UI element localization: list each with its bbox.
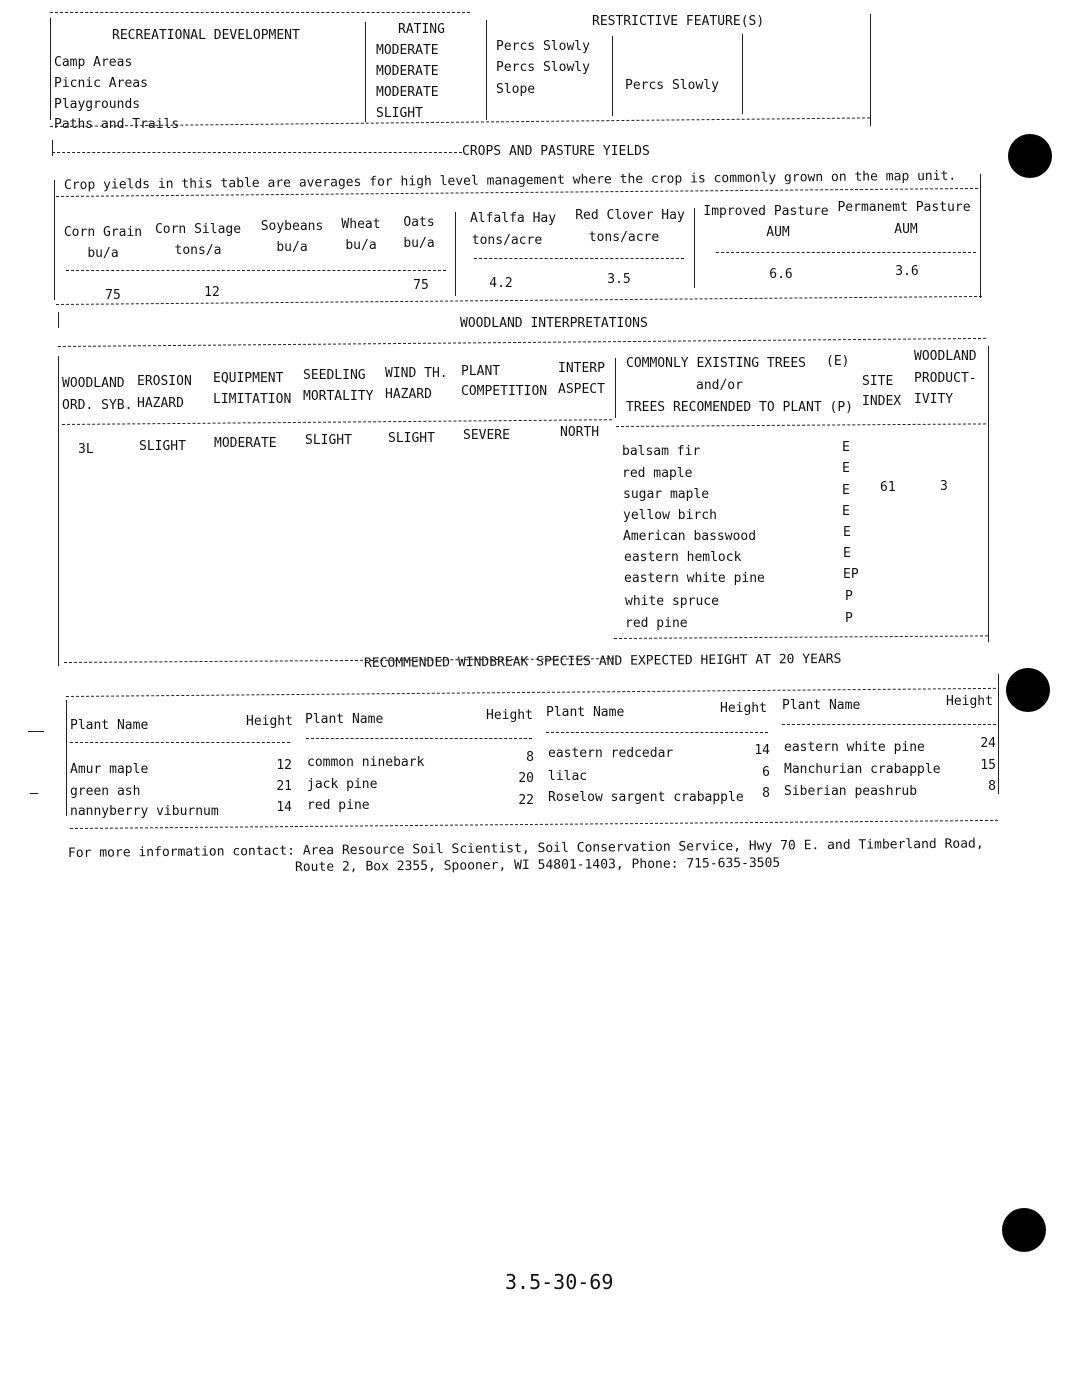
wood-header: COMMONLY EXISTING TREES — [626, 356, 807, 371]
divider — [50, 18, 51, 120]
crop-value: 3.6 — [895, 264, 919, 279]
crop-name: Corn Silage — [154, 222, 242, 237]
rating-value: MODERATE — [376, 64, 439, 79]
windbreak-plant: eastern redcedar — [548, 746, 674, 761]
windbreak-title: RECOMMENDED WINDBREAK SPECIES AND EXPECTED HEIGHT AT 20 YEARS — [363, 651, 842, 671]
windbreak-header: Height — [946, 694, 993, 709]
divider — [58, 356, 59, 666]
wood-header: WIND TH. — [385, 366, 448, 381]
windbreak-height: 20 — [518, 771, 534, 786]
crop-name: Improved Pasture — [703, 204, 829, 219]
divider — [612, 36, 613, 116]
divider — [474, 258, 684, 259]
rating-value: MODERATE — [376, 43, 439, 58]
crops-title: CROPS AND PASTURE YIELDS — [462, 144, 650, 159]
windbreak-plant: Manchurian crabapple — [784, 762, 941, 777]
tree-name: balsam fir — [622, 444, 701, 459]
crop-name: Oats — [403, 215, 435, 230]
divider — [455, 212, 456, 296]
windbreak-height: 24 — [980, 736, 996, 751]
wood-header: and/or — [696, 378, 743, 393]
recreational-title: RECREATIONAL DEVELOPMENT — [112, 28, 300, 43]
contact-line-1: For more information contact: Area Resource Soil Scientist, Soil Conservation Service, Hwy 70 E. and Timberland Road, — [67, 836, 984, 861]
windbreak-height: 6 — [762, 765, 770, 780]
windbreak-plant: Roselow sargent crabapple — [548, 790, 744, 805]
crops-note: Crop yields in this table are averages for high level management where the crop is commonly grown on the map unit. — [63, 168, 957, 193]
crop-unit: tons/acre — [471, 233, 543, 248]
divider — [616, 423, 986, 427]
windbreak-header: Plant Name — [546, 705, 625, 720]
windbreak-plant: green ash — [70, 784, 141, 799]
windbreak-height: 22 — [518, 793, 534, 808]
binder-hole — [1008, 134, 1052, 178]
binder-hole — [1006, 668, 1050, 712]
crop-name: Alfalfa Hay — [469, 211, 557, 226]
divider — [52, 152, 462, 153]
crop-value: 4.2 — [489, 276, 513, 291]
divider — [66, 700, 67, 816]
tree-code: E — [842, 504, 850, 519]
wood-header: LIMITATION — [213, 392, 292, 407]
binder-hole — [1002, 1208, 1046, 1252]
windbreak-header: Height — [486, 708, 533, 723]
tree-code: E — [842, 483, 850, 498]
wood-header: TREES RECOMENDED TO PLANT (P) — [626, 400, 853, 415]
tree-code: EP — [843, 567, 859, 582]
crop-name: Wheat — [341, 217, 381, 232]
site-index-value: 61 — [880, 480, 896, 495]
wood-header: ASPECT — [558, 382, 605, 397]
crop-value: 3.5 — [607, 272, 631, 287]
divider — [486, 20, 487, 120]
crop-unit: bu/a — [276, 240, 308, 255]
divider — [58, 312, 59, 328]
tree-name: white spruce — [625, 594, 719, 609]
windbreak-plant: red pine — [307, 798, 370, 813]
crop-unit: tons/a — [174, 243, 222, 258]
divider — [54, 180, 55, 300]
crop-name: Red Clover Hay — [575, 208, 685, 223]
crop-unit: bu/a — [345, 238, 377, 253]
crop-name: Corn Grain — [63, 225, 143, 240]
tree-name: red maple — [622, 466, 693, 481]
wood-header: WOODLAND — [62, 376, 125, 391]
wood-header: PRODUCT- — [914, 371, 977, 386]
crop-value: 12 — [204, 285, 220, 300]
crop-unit: bu/a — [403, 236, 435, 251]
wood-header: EROSION — [137, 374, 192, 389]
windbreak-header: Height — [720, 701, 767, 716]
crop-value: 75 — [413, 278, 429, 293]
woodland-title: WOODLAND INTERPRETATIONS — [460, 316, 648, 331]
wood-header: ORD. SYB. — [62, 398, 133, 413]
divider — [58, 338, 986, 347]
wood-header: WOODLAND — [914, 349, 977, 364]
windbreak-height: 8 — [762, 786, 770, 801]
windbreak-plant: Siberian peashrub — [784, 784, 918, 799]
wood-value: 3L — [78, 442, 94, 457]
feature-value: Percs Slowly — [496, 39, 590, 54]
windbreak-plant: jack pine — [307, 777, 378, 792]
tree-code: P — [845, 589, 853, 604]
divider — [66, 688, 996, 697]
divider — [742, 34, 743, 114]
tree-name: yellow birch — [623, 508, 717, 523]
restrictive-header: RESTRICTIVE FEATURE(S) — [592, 14, 765, 29]
crop-unit: AUM — [894, 222, 918, 237]
tree-name: sugar maple — [623, 487, 710, 502]
windbreak-header: Plant Name — [782, 698, 861, 713]
wood-value: SEVERE — [463, 428, 510, 443]
feature-value: Percs Slowly — [496, 60, 590, 75]
tree-name: American basswood — [623, 529, 757, 544]
crop-unit: tons/acre — [588, 230, 660, 245]
wood-header: HAZARD — [385, 387, 432, 402]
use-label: Picnic Areas — [54, 76, 148, 91]
contact-line-2: Route 2, Box 2355, Spooner, WI 54801-1403, Phone: 715-635-3505 — [294, 855, 781, 875]
crop-value: 6.6 — [769, 267, 793, 282]
divider — [980, 174, 981, 298]
crop-unit: bu/a — [87, 246, 119, 261]
rating-header: RATING — [398, 22, 445, 37]
windbreak-plant: common ninebark — [307, 755, 425, 770]
windbreak-height: 8 — [526, 750, 534, 765]
use-label: Paths and Trails — [54, 117, 180, 132]
wood-value: SLIGHT — [139, 439, 186, 454]
wood-value: NORTH — [560, 425, 600, 440]
divider — [52, 140, 53, 156]
feature-value-2: Percs Slowly — [625, 78, 719, 93]
use-label: Camp Areas — [54, 55, 133, 70]
wood-header: SEEDLING — [303, 368, 366, 383]
windbreak-header: Plant Name — [70, 718, 149, 733]
rating-value: SLIGHT — [376, 106, 423, 121]
page-number: 3.5-30-69 — [505, 1270, 614, 1294]
windbreak-plant: eastern white pine — [784, 740, 925, 755]
crop-unit: AUM — [766, 225, 790, 240]
divider — [50, 12, 470, 13]
productivity-value: 3 — [940, 479, 948, 494]
windbreak-header: Plant Name — [305, 712, 384, 727]
tree-name: eastern white pine — [624, 571, 765, 586]
windbreak-height: 8 — [988, 779, 996, 794]
divider — [614, 635, 988, 639]
tree-name: eastern hemlock — [624, 550, 742, 565]
wood-value: SLIGHT — [388, 431, 435, 446]
windbreak-height: 14 — [754, 743, 770, 758]
divider — [365, 22, 366, 122]
divider — [306, 738, 532, 739]
divider — [988, 346, 989, 642]
divider — [694, 208, 695, 288]
windbreak-plant: nannyberry viburnum — [70, 804, 219, 819]
crop-value: 75 — [105, 288, 121, 303]
crop-name: Permanemt Pasture — [837, 200, 971, 215]
tree-code: E — [843, 525, 851, 540]
divider — [716, 252, 976, 253]
divider — [615, 358, 616, 418]
windbreak-header: Height — [246, 714, 293, 729]
windbreak-plant: Amur maple — [70, 762, 149, 777]
wood-header: HAZARD — [137, 396, 184, 411]
divider — [62, 419, 612, 425]
wood-header: COMPETITION — [461, 384, 548, 399]
tree-code: E — [843, 546, 851, 561]
divider — [66, 270, 446, 271]
wood-header: PLANT — [461, 364, 501, 379]
divider — [782, 724, 996, 725]
tree-code: E — [842, 461, 850, 476]
windbreak-height: 12 — [276, 758, 292, 773]
divider — [70, 742, 290, 743]
margin-mark — [28, 731, 44, 732]
divider — [870, 14, 871, 126]
wood-header: IVITY — [914, 392, 954, 407]
wood-value: SLIGHT — [305, 433, 352, 448]
tree-code: P — [845, 611, 853, 626]
divider — [998, 674, 999, 794]
wood-header: MORTALITY — [303, 389, 374, 404]
wood-header: SITE — [862, 374, 894, 389]
divider — [546, 732, 768, 733]
feature-value: Slope — [496, 82, 536, 97]
windbreak-height: 15 — [980, 758, 996, 773]
tree-code: E — [842, 440, 850, 455]
wood-header: INDEX — [862, 394, 902, 409]
windbreak-plant: lilac — [548, 769, 588, 784]
use-label: Playgrounds — [54, 97, 141, 112]
windbreak-height: 14 — [276, 800, 292, 815]
windbreak-height: 21 — [276, 779, 292, 794]
margin-mark — [30, 793, 38, 794]
divider — [70, 820, 998, 829]
rating-value: MODERATE — [376, 85, 439, 100]
wood-header: (E) — [826, 354, 850, 369]
wood-header: EQUIPMENT — [213, 371, 284, 386]
wood-value: MODERATE — [214, 436, 277, 451]
wood-header: INTERP — [558, 361, 605, 376]
tree-name: red pine — [625, 616, 688, 631]
crop-name: Soybeans — [260, 219, 324, 234]
